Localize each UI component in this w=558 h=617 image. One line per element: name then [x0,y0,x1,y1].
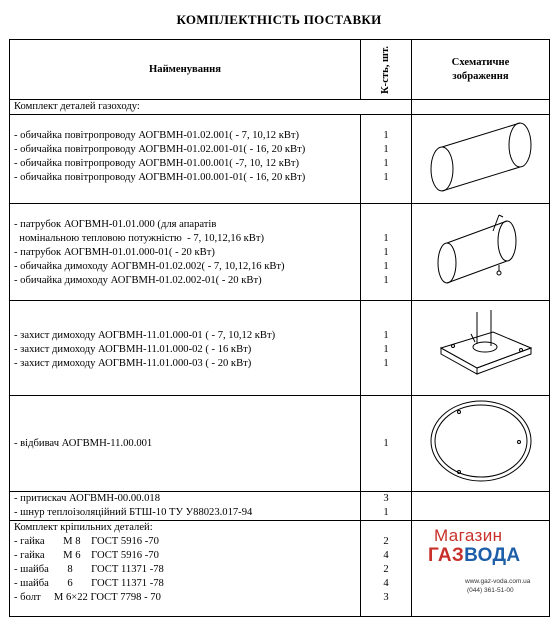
logo-brand-gas: ГАЗ [428,545,465,566]
section-qty [361,396,412,492]
list-item: - болт М 6×22 ГОСТ 7798 - 70 [14,592,161,603]
list-item: - захист димоходу АОГВМН-11.01.000-02 ( - 16 кВт) [14,344,252,355]
qty-value: 3 [383,592,389,603]
section-qty [361,115,412,204]
list-item: - шнур теплоізоляційний БТШ-10 ТУ У88023.017-94 [14,507,253,518]
qty-value: 1 [383,275,389,286]
section-names [10,301,361,396]
header-image-line2: зображення [452,70,509,82]
header-image-line1: Схематичне [451,56,510,68]
table-row [10,301,550,396]
table-row [10,100,550,115]
qty-value: 4 [383,578,389,589]
qty-value: 1 [383,358,389,369]
shop-logo [412,521,550,616]
list-item: - обичайка повітропроводу АОГВМН-01.02.001-01( - 16, 20 кВт) [14,144,306,155]
drawing-cell [412,301,550,396]
qty-value [361,218,411,232]
flue-protection-drawing [419,302,543,390]
section-qty [361,492,412,521]
qty-value: 4 [383,550,389,561]
empty-cell [412,492,550,521]
list-item: - гайка М 8 ГОСТ 5916 -70 [14,536,159,547]
reflector-disc-drawing [419,396,543,486]
qty-value: 1 [383,158,389,169]
list-item: - обичайка повітропроводу АОГВМН-01.02.001( - 7, 10,12 кВт) [14,130,300,141]
section-qty [361,204,412,301]
qty-value: 1 [383,261,389,272]
air-duct-cylinder-drawing [419,117,543,197]
qty-value: 1 [383,172,389,183]
list-item: - обичайка димоходу АОГВМН-01.02.002-01( - 20 кВт) [14,275,262,286]
table-row [10,492,550,521]
logo-brand-voda: ВОДА [464,545,521,566]
logo-phone: (044) 361-51-00 [467,587,514,594]
qty-value: 1 [383,437,389,449]
drawing-cell [412,396,550,492]
header-name: Найменування [10,40,361,100]
section-qty [361,301,412,396]
section-names [10,396,361,492]
qty-value: 1 [383,507,389,518]
qty-value: 1 [383,144,389,155]
section-heading-fasteners: Комплект кріпильних деталей: [14,522,153,533]
table-row [10,204,550,301]
drawing-cell [412,204,550,301]
table-header [10,40,550,100]
list-item: - шайба 8 ГОСТ 11371 -78 [14,564,164,575]
list-item: номінальною тепловою потужністю - 7, 10,12,16 кВт) [14,233,265,244]
qty-value: 3 [383,493,389,504]
empty-cell [412,100,550,115]
list-item: - патрубок АОГВМН-01.01.000 (для апаратів [14,219,217,230]
qty-value: 2 [383,564,389,575]
section-names [10,521,361,617]
logo-text-brand [428,545,521,566]
qty-value: 2 [383,536,389,547]
list-item: - захист димоходу АОГВМН-11.01.000-03 ( - 20 кВт) [14,358,252,369]
section-names [10,204,361,301]
list-item: - притискач АОГВМН-00.00.018 [14,493,160,504]
section-names [10,492,361,521]
qty-value: 1 [383,330,389,341]
list-item: - обичайка повітропроводу АОГВМН-01.00.001-01( - 16, 20 кВт) [14,172,306,183]
logo-text-shop: Магазин [434,526,503,545]
flue-pipe-drawing [419,207,543,293]
section-names [10,115,361,204]
logo-website: www.gaz-voda.com.ua [465,578,531,585]
list-item: - захист димоходу АОГВМН-11.01.000-01 ( - 7, 10,12 кВт) [14,330,276,341]
table-row [10,115,550,204]
header-qty-text: К-сть, шт. [379,45,391,94]
qty-value: 1 [383,247,389,258]
section-heading-gas: Комплект деталей газоходу: [10,100,412,115]
qty-value: 1 [383,130,389,141]
header-image [412,40,550,100]
section-qty [361,521,412,617]
table-row [10,521,550,617]
qty-value: 1 [383,344,389,355]
list-item: - обичайка повітропроводу АОГВМН-01.00.001( -7, 10, 12 кВт) [14,158,300,169]
drawing-cell [412,115,550,204]
list-item: - шайба 6 ГОСТ 11371 -78 [14,578,164,589]
list-item: - патрубок АОГВМН-01.01.000-01( - 20 кВт) [14,247,215,258]
list-item: - відбивач АОГВМН-11.00.001 [14,437,153,449]
list-item: - гайка М 6 ГОСТ 5916 -70 [14,550,159,561]
delivery-table [9,39,550,617]
page-title: КОМПЛЕКТНІСТЬ ПОСТАВКИ [176,12,382,27]
table-row [10,396,550,492]
header-qty [361,40,412,100]
qty-value: 1 [383,233,389,244]
list-item: - обичайка димоходу АОГВМН-01.02.002( - 7, 10,12,16 кВт) [14,261,285,272]
logo-cell [412,521,550,617]
